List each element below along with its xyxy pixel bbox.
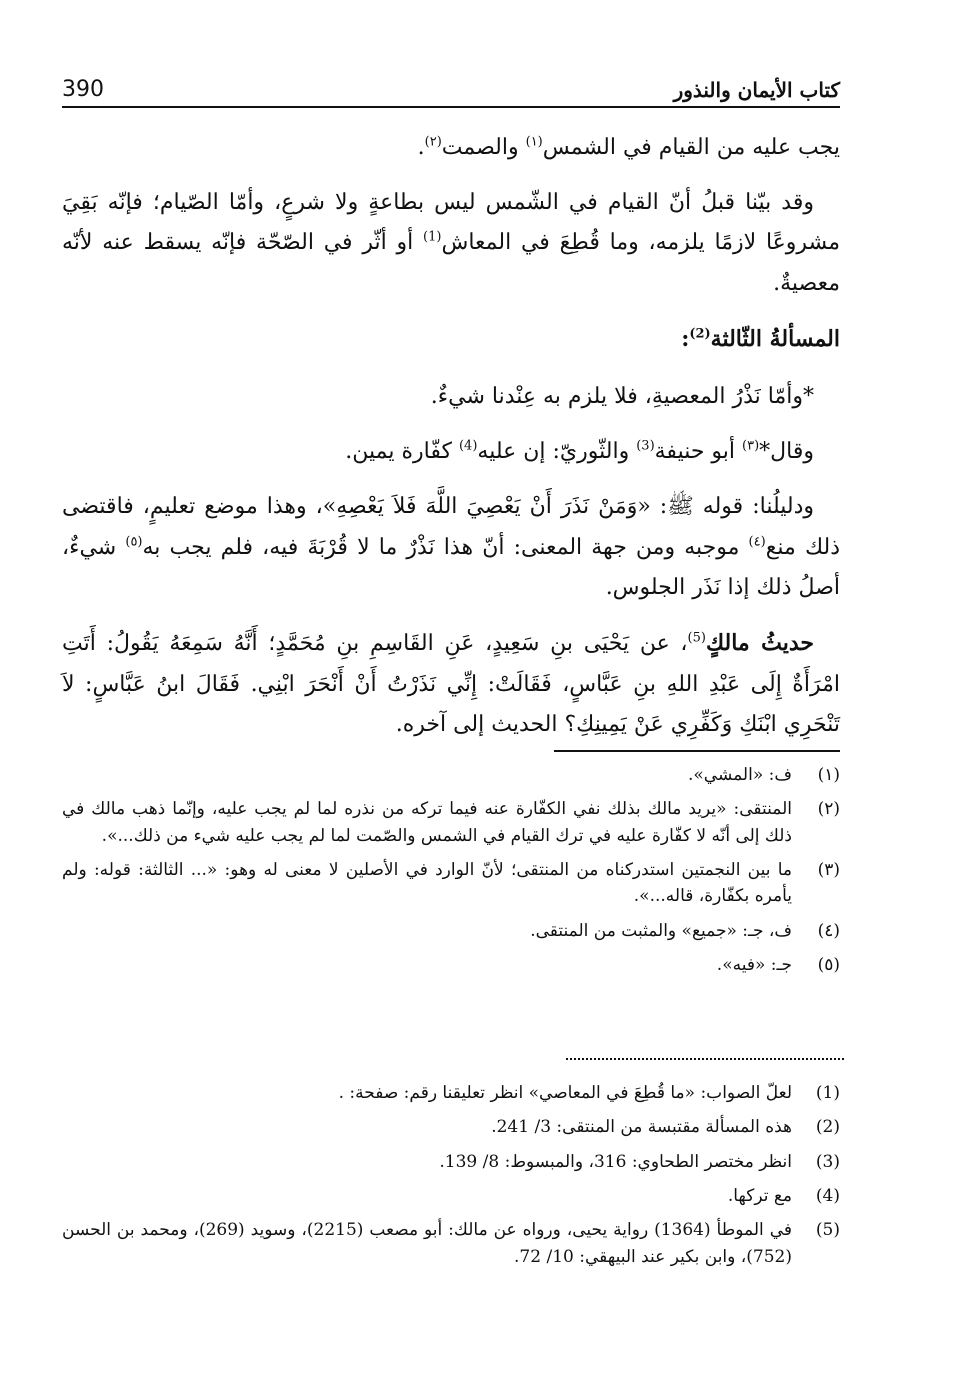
footnote-number: (١) bbox=[817, 765, 840, 785]
paragraph-text: ودليلُنا: قوله ﷺ: «وَمَنْ نَذَرَ أَنْ يَعْصِيَ اللَّهَ فَلاَ يَعْصِهِ»، وهذا موضع تعليمٍ، فاقتضى ذلك منع bbox=[62, 493, 840, 560]
footnote-number: (1) bbox=[815, 1083, 840, 1103]
footnote-ref: (2) bbox=[689, 326, 711, 342]
page-number: 390 bbox=[62, 77, 104, 102]
footnote-item bbox=[62, 762, 840, 788]
footnote-rule bbox=[554, 750, 840, 752]
footnote-number: (2) bbox=[815, 1117, 840, 1138]
paragraph-text: موجبه ومن جهة المعنى: أنّ هذا نَذْرٌ ما لا قُرْبَةَ فيه، فلم يجب به bbox=[142, 534, 749, 560]
footnote-ref: (5) bbox=[687, 630, 706, 646]
paragraph-text: والصمت bbox=[441, 135, 526, 160]
footnote-text: المنتقى: «يريد مالك بذلك نفي الكفّارة عنه فيما تركه من نذره لما لم يجب عليه، وإنّما ذهب مالك في ذلك إلى أنّه لا كفّارة عليه في ترك القيام في الشمس والصّمت لما لم يجب عليه شيء من ذلك...». bbox=[62, 799, 792, 846]
footnote-ref: (٣) bbox=[742, 438, 760, 454]
footnote-text: جـ: «فيه». bbox=[716, 955, 792, 976]
footnote-text: ف: «المشي». bbox=[687, 765, 792, 785]
section-heading bbox=[62, 319, 840, 360]
footnote-text: انظر مختصر الطحاوي: 316، والمبسوط: 8/ 139. bbox=[439, 1151, 792, 1172]
footnote-item bbox=[62, 1149, 840, 1175]
paragraph-text: وقد بيّنا قبلُ أنّ القيام في الشّمس ليس بطاعةٍ ولا شرعٍ، وأمّا الصّيام؛ فإنّه بَقِيَ مشروعًا لازمًا يلزمه، وما قُطِعَ في المعاش bbox=[62, 189, 840, 256]
footnote-ref: (٥) bbox=[125, 534, 143, 550]
paragraph-6 bbox=[62, 623, 840, 746]
footnote-item bbox=[62, 857, 840, 910]
footnote-item bbox=[62, 918, 840, 944]
footnote-text: ما بين النجمتين استدركناه من المنتقى؛ لأنّ الوارد في الأصلين لا معنى له وهو: «... الثالثة: قوله: ولم يأمره بكفّارة، قاله...». bbox=[62, 860, 792, 907]
paragraph-1 bbox=[62, 128, 840, 169]
dotted-rule bbox=[566, 1058, 844, 1060]
paragraph-text: وقال* bbox=[759, 439, 814, 465]
running-title: كتاب الأيمان والنذور bbox=[673, 78, 840, 102]
footnote-ref: (4) bbox=[458, 438, 478, 454]
footnote-ref: (٤) bbox=[748, 534, 766, 550]
hadith-text: ، عن يَحْيَى بنِ سَعِيدٍ، عَنِ القَاسِمِ بنِ مُحَمَّدٍ؛ أَنَّهُ سَمِعَهُ يَقُولُ: أَتَتِ امْرَأَةٌ إِلَى عَبْدِ اللهِ بنِ عَبَّاسٍ، فَقَالَتْ: إِنِّي نَذَرْتُ أَنْ أَنْحَرَ ابْنِي. فَقَالَ ابنُ عَبَّاسٍ: لاَ تَنْحَرِي ابْنَكِ وَكَفِّرِي عَنْ يَمِينِكِ؟ الحديث إلى آخره. bbox=[62, 630, 840, 738]
footnote-ref: (١) bbox=[525, 134, 543, 150]
footnote-item bbox=[62, 1080, 840, 1106]
footnote-item bbox=[62, 1183, 840, 1209]
editor-footnotes bbox=[62, 762, 840, 986]
paragraph-5 bbox=[62, 487, 840, 609]
footnote-item bbox=[62, 952, 840, 978]
footnote-item bbox=[62, 1217, 840, 1270]
paragraph-text: كفّارة يمين. bbox=[345, 439, 459, 465]
main-text bbox=[62, 128, 840, 760]
footnote-text: هذه المسألة مقتبسة من المنتقى: 3/ 241. bbox=[491, 1117, 792, 1138]
footnote-ref: (1) bbox=[423, 230, 442, 246]
heading-text: المسألةُ الثّالثة bbox=[710, 325, 840, 352]
paragraph-text: أبو حنيفة bbox=[654, 439, 743, 465]
footnote-ref: (3) bbox=[636, 438, 655, 454]
verifier-footnotes bbox=[62, 1080, 840, 1278]
footnote-item bbox=[62, 796, 840, 849]
hadith-source: حديثُ مالكٍ bbox=[705, 629, 814, 656]
paragraph-3: *وأمّا نَذْرُ المعصيةِ، فلا يلزم به عِنْدنا شيءٌ. bbox=[430, 384, 814, 410]
footnote-number: (4) bbox=[815, 1186, 840, 1207]
paragraph-text: أو أثّر في الصّحّة فإنّه يسقط عنه لأنّه معصيةٌ. bbox=[62, 230, 840, 297]
footnote-number: (3) bbox=[815, 1151, 840, 1172]
page-header bbox=[62, 72, 840, 102]
footnote-text: في الموطأ (1364) رواية يحيى، ورواه عن مالك: أبو مصعب (2215)، وسويد (269)، ومحمد بن الحسن (752)، وابن بكير عند البيهقي: 10/ 72. bbox=[62, 1220, 792, 1267]
paragraph-text: . bbox=[417, 135, 425, 160]
footnote-number: (٣) bbox=[817, 860, 840, 881]
paragraph-text: يجب عليه من القيام في الشمس bbox=[542, 135, 840, 160]
footnote-text: ف، جـ: «جميع» والمثبت من المنتقى. bbox=[530, 920, 792, 941]
paragraph-text: شيءٌ، أصلُ ذلك إذا نَذَر الجلوس. bbox=[62, 534, 840, 601]
footnote-item bbox=[62, 1114, 840, 1140]
paragraph-2 bbox=[62, 183, 840, 305]
footnote-number: (٢) bbox=[817, 799, 840, 820]
header-rule bbox=[62, 106, 840, 108]
footnote-text: مع تركها. bbox=[727, 1186, 792, 1207]
footnote-text: لعلّ الصواب: «ما قُطِعَ في المعاصي» انظر تعليقنا رقم: صفحة: . bbox=[338, 1083, 792, 1103]
paragraph-4 bbox=[62, 432, 840, 473]
paragraph-text: والثّوريّ: إن عليه bbox=[477, 439, 637, 465]
footnote-number: (5) bbox=[815, 1220, 840, 1241]
heading-text: : bbox=[681, 325, 690, 352]
footnote-ref: (٢) bbox=[424, 134, 442, 150]
footnote-number: (٥) bbox=[817, 955, 840, 976]
footnote-number: (٤) bbox=[817, 920, 840, 941]
